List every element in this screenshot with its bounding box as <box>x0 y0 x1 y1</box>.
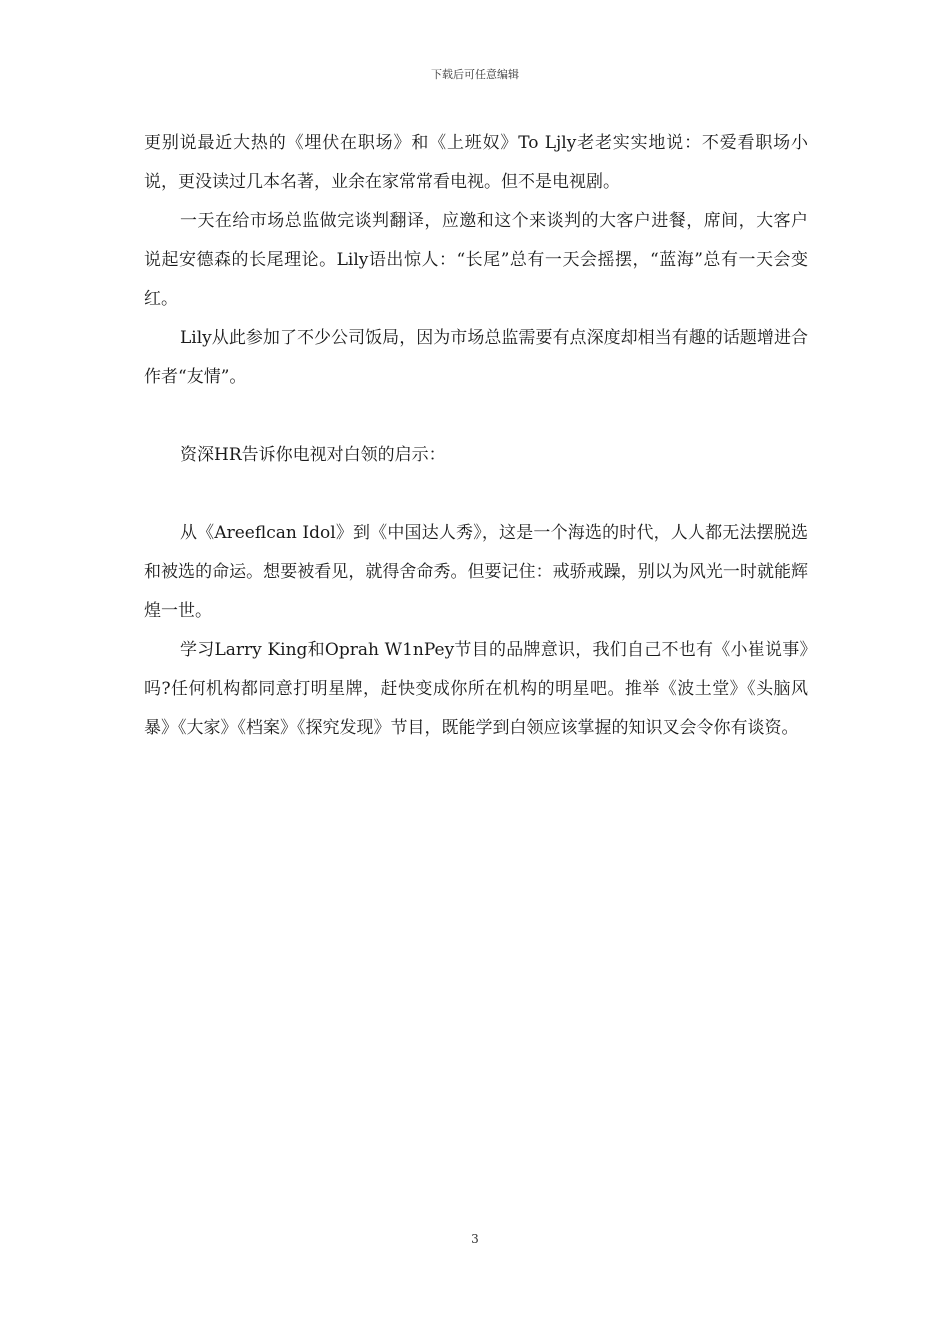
page-header: 下载后可任意编辑 <box>431 68 519 81</box>
paragraph-1: 更别说最近大热的《埋伏在职场》和《上班奴》To Ljly老老实实地说：不爱看职场小说，更没读过几本名著，业余在家常常看电视。但不是电视剧。 <box>144 133 808 192</box>
section-heading: 资深HR告诉你电视对白领的启示： <box>180 445 446 465</box>
paragraph-2: 一天在给市场总监做完谈判翻译，应邀和这个来谈判的大客户进餐，席间，大客户说起安德森的长尾理论。Lily语出惊人：“长尾”总有一天会摇摆，“蓝海”总有一天会变红。 <box>144 211 808 309</box>
page-number: 3 <box>471 1232 479 1246</box>
paragraph-3: Lily从此参加了不少公司饭局，因为市场总监需要有点深度却相当有趣的话题增进合作者“友情”。 <box>144 328 808 387</box>
paragraph-spacer <box>144 475 808 514</box>
paragraph-spacer <box>144 397 808 436</box>
paragraph-6: 学习Larry King和Oprah W1nPey节目的品牌意识，我们自己不也有《小崔说事》吗?任何机构都同意打明星牌，赶快变成你所在机构的明星吧。推举《波土堂》《头脑风暴》《大家》《档案》《探究发现》节目，既能学到白领应该掌握的知识叉会令你有谈资。 <box>144 640 808 738</box>
document-body <box>144 124 808 748</box>
paragraph-5: 从《Areeflcan Idol》到《中国达人秀》，这是一个海选的时代，人人都无法摆脱选和被选的命运。想要被看见，就得舍命秀。但要记住：戒骄戒躁，别以为风光一时就能辉煌一世。 <box>144 523 808 621</box>
